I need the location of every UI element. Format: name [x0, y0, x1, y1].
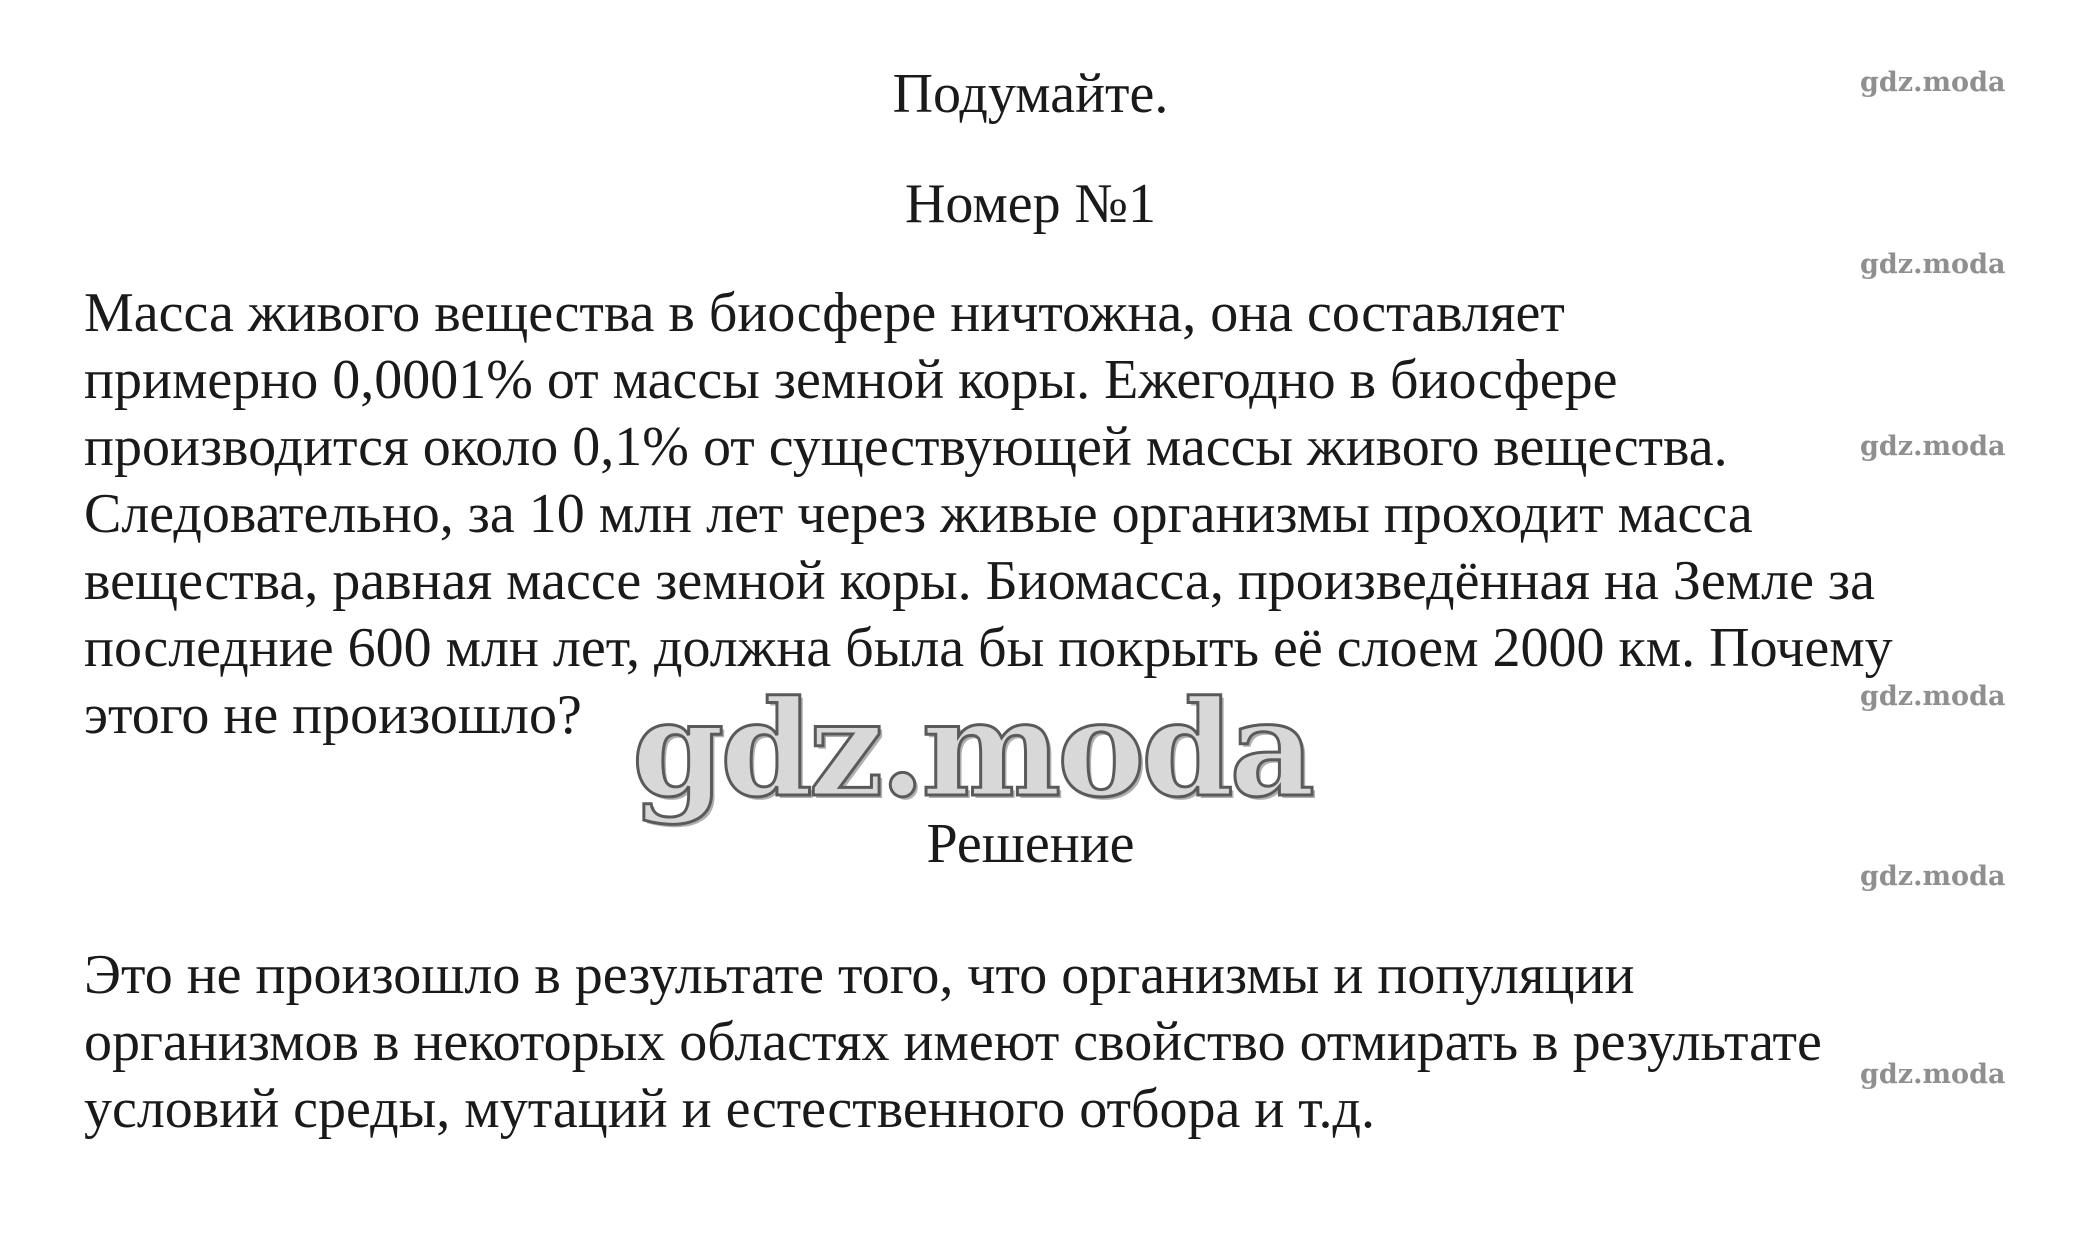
watermark-small: gdz.moda [1860, 67, 2006, 98]
task-line: Масса живого вещества в биосфере ничтожна, она составляет [84, 282, 1565, 344]
solution-line: условий среды, мутаций и естественного отбора и т.д. [84, 1078, 1376, 1140]
task-number-heading: Номер №1 [904, 173, 1157, 235]
watermark-small: gdz.moda [1860, 1059, 2006, 1090]
section-heading-think: Подумайте. [892, 63, 1169, 125]
solution-text [84, 942, 1822, 1143]
watermark-small: gdz.moda [1860, 681, 2006, 712]
task-line: производится около 0,1% от существующей массы живого вещества. [84, 416, 1728, 478]
task-line: Следовательно, за 10 млн лет через живые организмы проходит масса [84, 483, 1753, 545]
solution-line: Это не произошло в результате того, что организмы и популяции [84, 944, 1635, 1006]
watermark-small: gdz.moda [1860, 861, 2006, 892]
watermark-large: gdz.moda [632, 672, 1312, 827]
watermark-small: gdz.moda [1860, 249, 2006, 280]
task-line: вещества, равная массе земной коры. Биомасса, произведённая на Земле за [84, 550, 1875, 612]
task-line: этого не произошло? [84, 684, 582, 746]
solution-line: организмов в некоторых областях имеют свойство отмирать в результате [84, 1011, 1822, 1073]
task-line: примерно 0,0001% от массы земной коры. Ежегодно в биосфере [84, 349, 1618, 411]
solution-heading: Решение [926, 813, 1135, 875]
watermark-small: gdz.moda [1860, 431, 2006, 462]
task-line: последние 600 млн лет, должна была бы покрыть её слоем 2000 км. Почему [84, 617, 1893, 679]
